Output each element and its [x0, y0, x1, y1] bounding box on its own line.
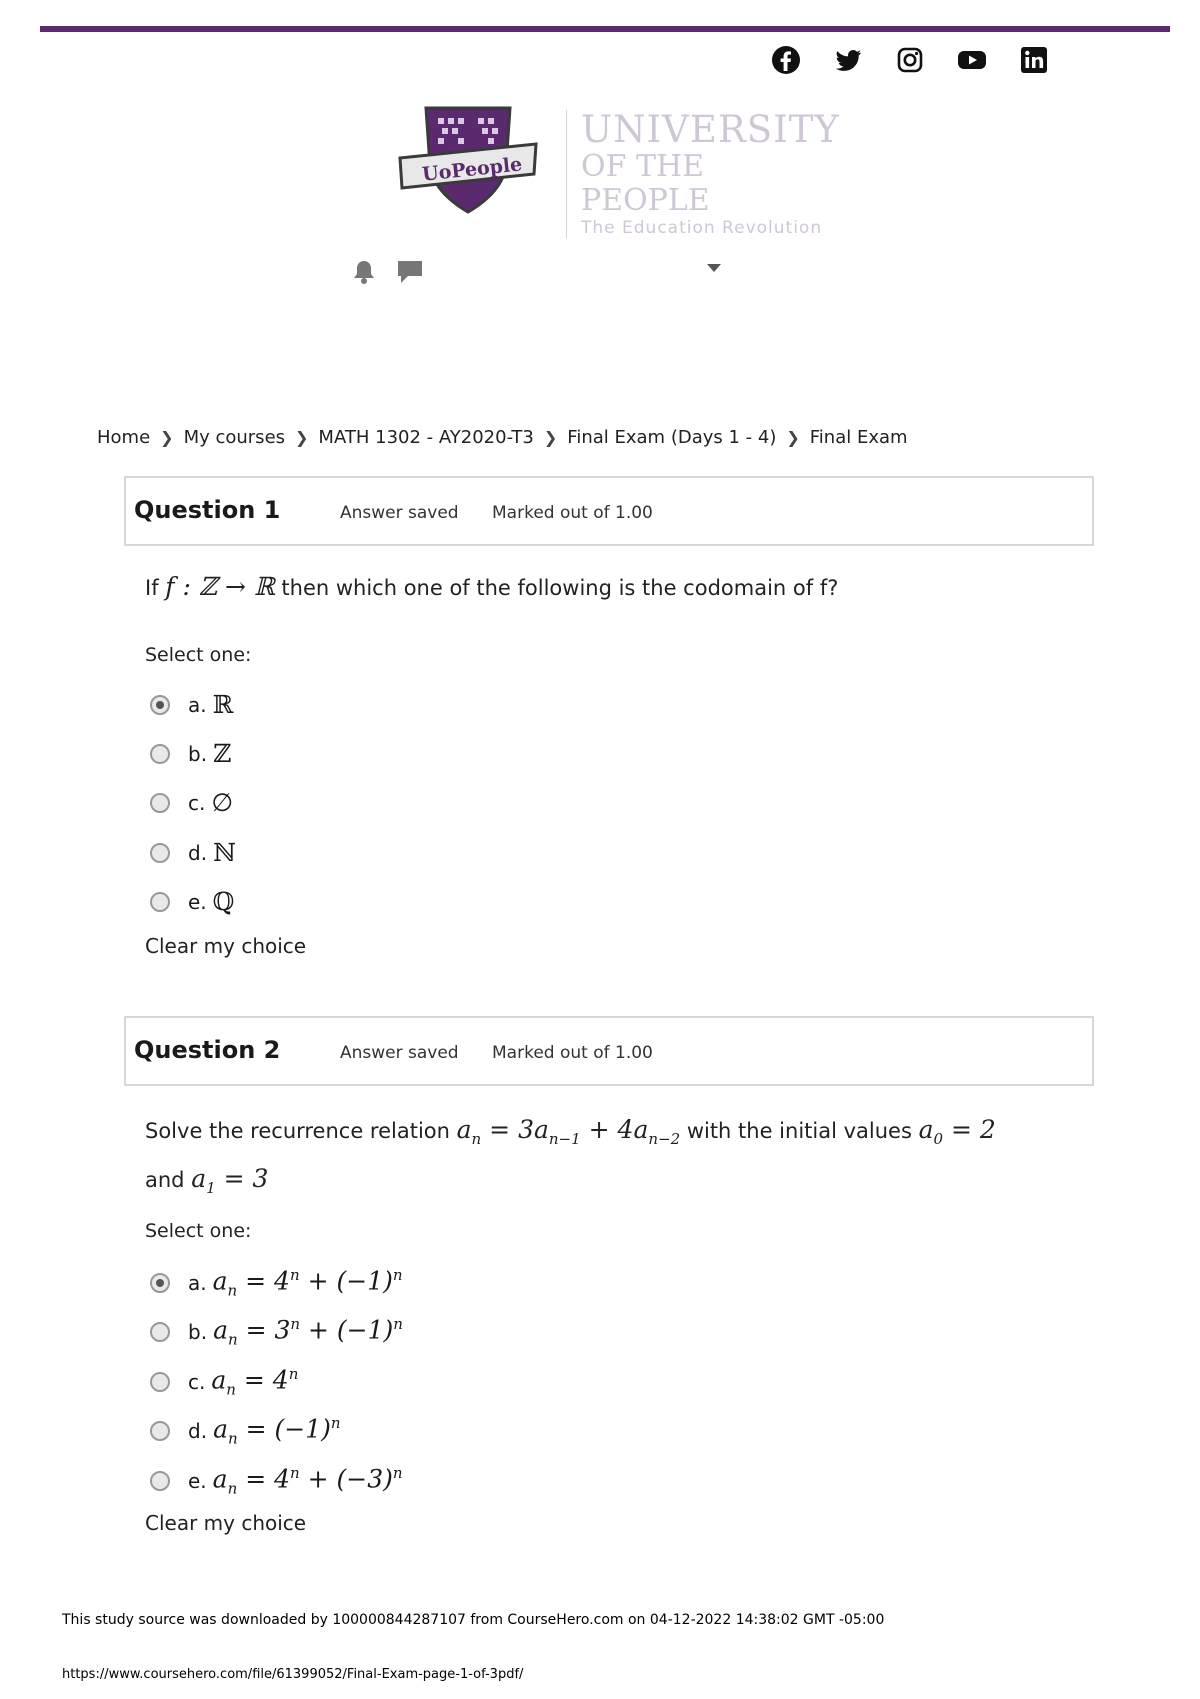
social-links — [770, 44, 1050, 76]
q2-option-b[interactable]: b. $a_n = 3^n + (-1)^n$ — [150, 1315, 403, 1348]
clear-my-choice-link[interactable]: Clear my choice — [145, 1511, 307, 1535]
q2-option-a[interactable]: a. $a_n = 4^n + (-1)^n$ — [150, 1266, 403, 1299]
question-title: Question 1 — [134, 496, 281, 524]
uopeople-logo[interactable] — [398, 104, 840, 238]
chevron-right-icon: ❯ — [543, 428, 558, 447]
nav-icons — [350, 258, 424, 286]
radio-button[interactable] — [150, 1273, 170, 1293]
radio-button[interactable] — [150, 1372, 170, 1392]
logo-tagline: The Education Revolution — [581, 218, 823, 238]
select-one-label: Select one: — [145, 644, 252, 666]
q1-option-e[interactable]: e. ℚ — [150, 887, 234, 916]
option-formula: $a_n = 4^n + (-3)^n$ — [212, 1464, 403, 1498]
radio-button[interactable] — [150, 1421, 170, 1441]
option-formula: $a_n = 3^n + (-1)^n$ — [213, 1315, 403, 1349]
logo-line-2: OF THE PEOPLE — [581, 149, 710, 218]
option-formula: $a_n = 4^n$ — [211, 1365, 299, 1399]
question-state: Answer saved — [340, 1043, 459, 1063]
logo-line-1: UNIVERSITY — [581, 108, 840, 151]
breadcrumb — [97, 427, 908, 448]
initial-value-a0: $a_0 = 2$ — [918, 1115, 996, 1148]
q2-option-d[interactable]: d. $a_n = (-1)^n$ — [150, 1414, 341, 1447]
radio-button[interactable] — [150, 695, 170, 715]
twitter-icon[interactable] — [832, 44, 864, 76]
breadcrumb-exam-section[interactable]: Final Exam (Days 1 - 4) — [567, 427, 777, 448]
q1-option-b[interactable]: b. ℤ — [150, 739, 231, 768]
breadcrumb-my-courses[interactable]: My courses — [183, 427, 286, 448]
initial-value-a1: $a_1 = 3$ — [191, 1164, 269, 1197]
download-notice: This study source was downloaded by 100000844287107 from CourseHero.com on 04-12-2022 14:38:02 GMT -05:00 — [62, 1612, 885, 1628]
breadcrumb-course[interactable]: MATH 1302 - AY2020-T3 — [318, 427, 534, 448]
radio-button[interactable] — [150, 892, 170, 912]
instagram-icon[interactable] — [894, 44, 926, 76]
clear-my-choice-link[interactable]: Clear my choice — [145, 934, 307, 958]
option-formula: $a_n = 4^n + (-1)^n$ — [212, 1266, 403, 1300]
radio-button[interactable] — [150, 1471, 170, 1491]
user-menu-dropdown-icon[interactable] — [707, 264, 721, 272]
notification-bell-icon[interactable] — [350, 258, 378, 286]
radio-button[interactable] — [150, 793, 170, 813]
radio-button[interactable] — [150, 744, 170, 764]
chevron-right-icon: ❯ — [786, 428, 800, 447]
linkedin-icon[interactable] — [1018, 44, 1050, 76]
shield-logo-icon — [398, 104, 538, 216]
q1-option-c[interactable]: c. ∅ — [150, 788, 233, 817]
radio-button[interactable] — [150, 1322, 170, 1342]
breadcrumb-final-exam[interactable]: Final Exam — [809, 427, 908, 448]
question-2-info — [124, 1016, 1094, 1086]
q1-option-d[interactable]: d. ℕ — [150, 838, 236, 867]
brand-top-bar — [40, 26, 1170, 32]
select-one-label: Select one: — [145, 1220, 252, 1242]
question-state: Answer saved — [340, 503, 459, 523]
question-title: Question 2 — [134, 1036, 281, 1064]
source-url[interactable]: https://www.coursehero.com/file/61399052/Final-Exam-page-1-of-3pdf/ — [62, 1667, 524, 1682]
question-mark: Marked out of 1.00 — [492, 503, 653, 523]
breadcrumb-home[interactable]: Home — [97, 427, 151, 448]
question-1-text: If f : ℤ → ℝ then which one of the following is the codomain of f? — [145, 572, 839, 601]
radio-button[interactable] — [150, 843, 170, 863]
question-1-math: f : ℤ → ℝ — [165, 572, 275, 601]
q2-option-e[interactable]: e. $a_n = 4^n + (-3)^n$ — [150, 1464, 403, 1497]
q2-option-c[interactable]: c. $a_n = 4^n$ — [150, 1365, 298, 1398]
question-2-text: Solve the recurrence relation $a_n = 3a_{n-1} + 4a_{n-2}$ with the initial values $a_0 = 2$ and $a_1 = 3$ — [145, 1115, 996, 1197]
option-formula: $a_n = (-1)^n$ — [213, 1414, 341, 1448]
facebook-icon[interactable] — [770, 44, 802, 76]
youtube-icon[interactable] — [956, 44, 988, 76]
logo-badge-text: UoPeople — [421, 153, 524, 186]
q1-option-a[interactable]: a. ℝ — [150, 690, 233, 719]
messages-icon[interactable] — [396, 258, 424, 286]
recurrence-formula: $a_n = 3a_{n-1} + 4a_{n-2}$ — [456, 1115, 681, 1148]
question-mark: Marked out of 1.00 — [492, 1043, 653, 1063]
chevron-right-icon: ❯ — [160, 428, 174, 447]
question-1-info — [124, 476, 1094, 546]
chevron-right-icon: ❯ — [295, 428, 309, 447]
